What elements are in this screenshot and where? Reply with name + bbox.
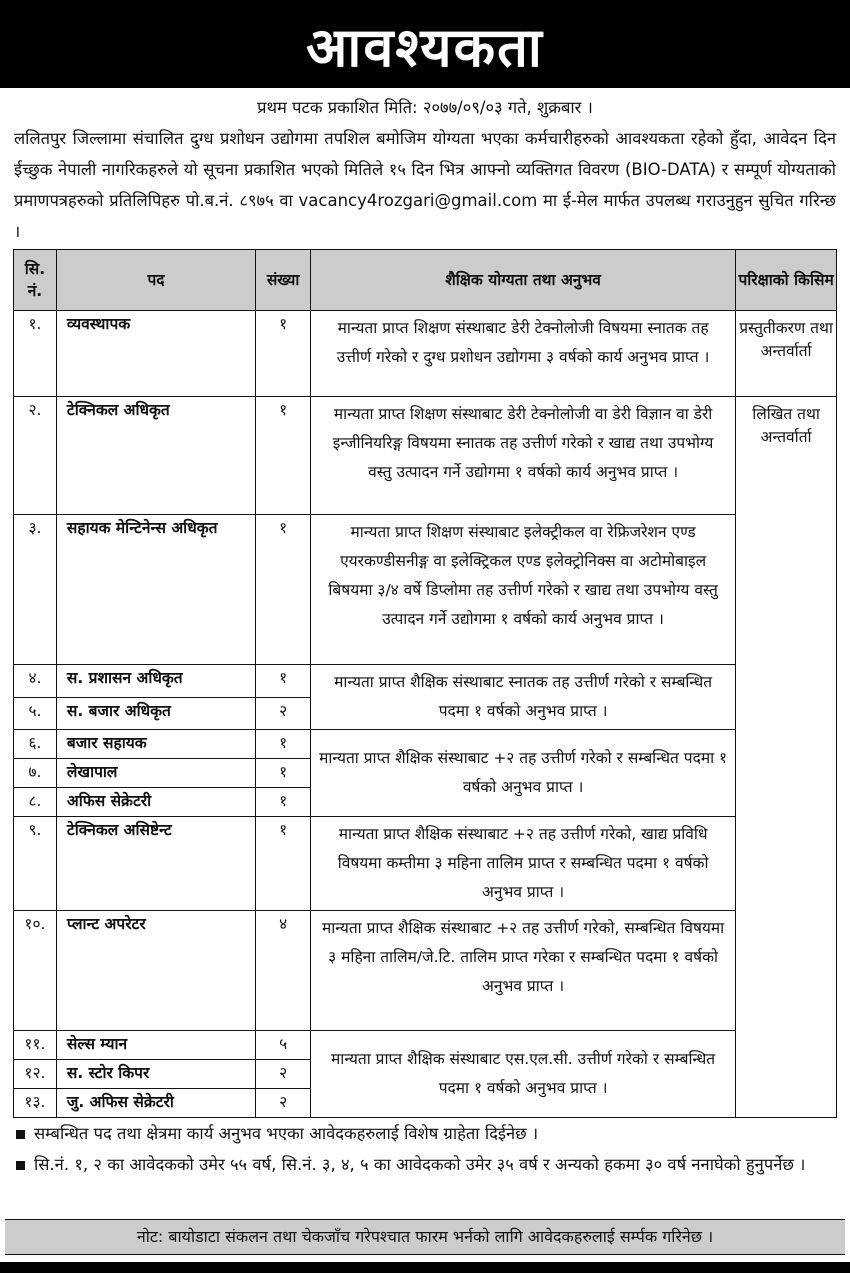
table-row	[14, 911, 837, 1031]
header-exam: परिक्षाको किसिम	[736, 250, 837, 311]
row-sn: १३.	[14, 1089, 57, 1118]
header-sn: सि. नं.	[14, 250, 57, 311]
row-sn: ३.	[14, 515, 57, 665]
row-count: २	[256, 1060, 311, 1089]
vacancy-table	[13, 249, 837, 1118]
row-post: जु. अफिस सेक्रेटरी	[56, 1089, 255, 1118]
row-count: १	[256, 788, 311, 817]
page-title: आवश्यकता	[306, 16, 544, 79]
row-sn: ८.	[14, 788, 57, 817]
row-qualification: मान्यता प्राप्त शैक्षिक संस्थाबाट +२ तह उत्तीर्ण गरेको, सम्बन्धित विषयमा ३ महिना तालिम/जे.टि. तालिम प्राप्त गरेका र सम्बन्धित पदमा १ वर्षको अनुभव प्राप्त ।	[311, 911, 736, 1031]
square-bullet-icon	[16, 1130, 25, 1139]
header-count: संख्या	[256, 250, 311, 311]
row-sn: ९.	[14, 817, 57, 911]
row-post: अफिस सेक्रेटरी	[56, 788, 255, 817]
header-post: पद	[56, 250, 255, 311]
row-count: २	[256, 697, 311, 730]
row-sn: २.	[14, 397, 57, 515]
row-post: बजार सहायक	[56, 730, 255, 759]
intro-body: ललितपुर जिल्लामा संचालित दुग्ध प्रशोधन उद्योगमा तपशिल बमोजिम योग्यता भएका कर्मचारीहरुको आवश्यकता रहेको हुँदा, आवेदन दिन ईच्छुक नेपाली नागरिकहरुले यो सूचना प्रकाशित भएको मितिले १५ दिन भित्र आफ्नो व्यक्तिगत विवरण (BIO-DATA) र सम्पूर्ण योग्यताको प्रमाणपत्रहरुको प्रतिलिपिहरु पो.ब.नं. ८९७५ वा vacancy4rozgari@gmail.com मा ई-मेल मार्फत उपलब्ध गराउनुहुन सुचित गरिन्छ ।	[14, 129, 836, 241]
row-count: १	[256, 817, 311, 911]
row-count: १	[256, 311, 311, 397]
row-qualification: मान्यता प्राप्त शिक्षण संस्थाबाट इलेक्ट्रीकल वा रेफ्रिजरेशन एण्ड एयरकण्डीसनीङ्ग वा इलेक्ट्रिकल एण्ड इलेक्ट्रोनिक्स वा अटोमोबाइल बिषयमा ३/४ वर्षे डिप्लोमा तह उत्तीर्ण गरेको र खाद्य तथा उपभोग्य वस्तु उत्पादन गर्ने उद्योगमा १ वर्षको कार्य अनुभव प्राप्त ।	[311, 515, 736, 665]
table-row	[14, 311, 837, 397]
row-count: १	[256, 665, 311, 698]
exam-type-cell: प्रस्तुतीकरण तथा अन्तर्वार्ता	[736, 311, 837, 397]
row-post: प्लान्ट अपरेटर	[56, 911, 255, 1031]
table-row	[14, 730, 837, 759]
row-qualification: मान्यता प्राप्त शैक्षिक संस्थाबाट +२ तह उत्तीर्ण गरेको, खाद्य प्रविधि विषयमा कम्तीमा ३ महिना तालिम प्राप्त र सम्बन्धित पदमा १ वर्षको अनुभव प्राप्त ।	[311, 817, 736, 911]
row-post: लेखापाल	[56, 759, 255, 788]
table-row	[14, 1031, 837, 1060]
bottom-rule	[0, 1262, 850, 1273]
row-post: टेक्निकल अधिकृत	[56, 397, 255, 515]
row-post: व्यवस्थापक	[56, 311, 255, 397]
row-sn: १०.	[14, 911, 57, 1031]
note-item	[14, 1149, 836, 1180]
row-post: स. स्टोर किपर	[56, 1060, 255, 1089]
row-count: १	[256, 730, 311, 759]
footnote-bar: नोट: बायोडाटा संकलन तथा चेकजाँच गरेपश्चात फारम भर्नको लागि आवेदकहरुलाई सर्म्पक गरिनेछ ।	[5, 1219, 845, 1255]
notes-section	[14, 1118, 836, 1180]
row-post: सहायक मेन्टिनेन्स अधिकृत	[56, 515, 255, 665]
row-qualification: मान्यता प्राप्त शैक्षिक संस्थाबाट +२ तह उत्तीर्ण गरेको र सम्बन्धित पदमा १ वर्षको अनुभव प्राप्त ।	[311, 730, 736, 817]
row-count: २	[256, 1089, 311, 1118]
table-row	[14, 665, 837, 698]
table-row	[14, 397, 837, 515]
row-post: स. प्रशासन अधिकृत	[56, 665, 255, 698]
row-sn: ११.	[14, 1031, 57, 1060]
row-count: १	[256, 515, 311, 665]
row-sn: १.	[14, 311, 57, 397]
row-sn: ६.	[14, 730, 57, 759]
row-sn: १२.	[14, 1060, 57, 1089]
row-count: १	[256, 759, 311, 788]
published-date-line: प्रथम पटक प्रकाशित मिति: २०७७/०९/०३ गते, शुक्रबार ।	[257, 98, 593, 117]
header-qualification: शैक्षिक योग्यता तथा अनुभव	[311, 250, 736, 311]
row-qualification: मान्यता प्राप्त शिक्षण संस्थाबाट डेरी टेक्नोलोजी वा डेरी विज्ञान वा डेरी इन्जीनियरिङ्ग विषयमा स्नातक तह उत्तीर्ण गरेको र खाद्य तथा उपभोग्य वस्तु उत्पादन गर्ने उद्योगमा १ वर्षको कार्य अनुभव प्राप्त ।	[311, 397, 736, 515]
row-qualification: मान्यता प्राप्त शैक्षिक संस्थाबाट एस.एल.सी. उत्तीर्ण गरेको र सम्बन्धित पदमा १ वर्षको अनुभव प्राप्त ।	[311, 1031, 736, 1118]
row-sn: ७.	[14, 759, 57, 788]
row-post: टेक्निकल असिष्टेन्ट	[56, 817, 255, 911]
intro-section	[14, 92, 836, 247]
row-post: सेल्स म्यान	[56, 1031, 255, 1060]
row-count: ४	[256, 911, 311, 1031]
row-post: स. बजार अधिकृत	[56, 697, 255, 730]
note-text: सि.नं. १, २ का आवेदकको उमेर ५५ वर्ष, सि.नं. ३, ४, ५ का आवेदकको उमेर ३५ वर्ष र अन्यको हकमा ३० वर्ष ननाघेको हुनुपर्नेछ ।	[34, 1155, 806, 1174]
row-qualification: मान्यता प्राप्त शिक्षण संस्थाबाट डेरी टेक्नोलोजी विषयमा स्नातक तह उत्तीर्ण गरेको र दुग्ध प्रशोधन उद्योगमा ३ वर्षको कार्य अनुभव प्राप्त ।	[311, 311, 736, 397]
row-sn: ४.	[14, 665, 57, 698]
note-text: सम्बन्धित पद तथा क्षेत्रमा कार्य अनुभव भएका आवेदकहरुलाई विशेष ग्राहेता दिईनेछ ।	[34, 1124, 539, 1143]
row-sn: ५.	[14, 697, 57, 730]
row-count: १	[256, 397, 311, 515]
exam-type-cell: लिखित तथा अन्तर्वार्ता	[736, 397, 837, 1118]
row-count: ५	[256, 1031, 311, 1060]
row-qualification: मान्यता प्राप्त शैक्षिक संस्थाबाट स्नातक तह उत्तीर्ण गरेको र सम्बन्धित पदमा १ वर्षको अनुभव प्राप्त ।	[311, 665, 736, 730]
square-bullet-icon	[16, 1161, 25, 1170]
table-row	[14, 515, 837, 665]
table-header-row	[14, 250, 837, 311]
table-row	[14, 817, 837, 911]
note-item	[14, 1118, 836, 1149]
title-bar	[0, 0, 850, 88]
